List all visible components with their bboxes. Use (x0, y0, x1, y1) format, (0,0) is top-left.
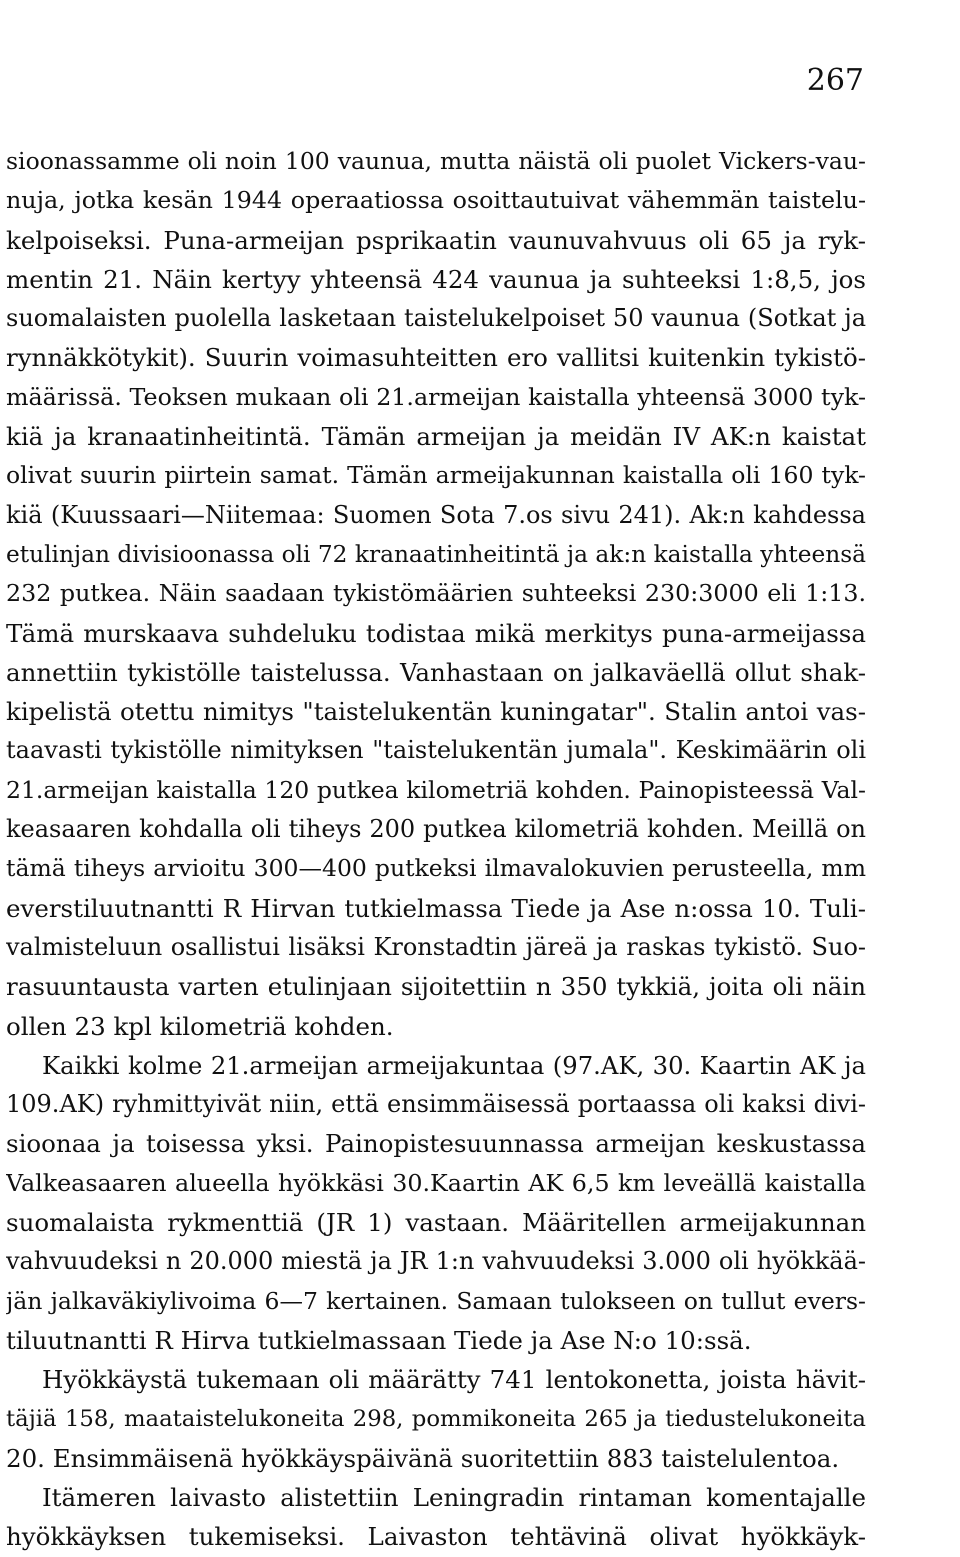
text-line: etulinjan divisioonassa oli 72 kranaatinheitintä ja ak:n kaistalla yhteensä (6, 540, 866, 568)
text-line: vahvuudeksi n 20.000 miestä ja JR 1:n vahvuudeksi 3.000 oli hyökkää- (6, 1247, 866, 1276)
text-line: 20. Ensimmäisenä hyökkäyspäivänä suoritettiin 883 taistelulentoa. (6, 1443, 840, 1473)
text-line: rasuuntausta varten etulinjaan sijoitettiin n 350 tykkiä, joita oli näin (6, 972, 866, 1002)
text-line: hyökkäyksen tukemiseksi. Laivaston tehtävinä olivat hyökkäyk- (6, 1522, 866, 1552)
text-line: Itämeren laivasto alistettiin Leningradin rintaman komentajalle (42, 1483, 866, 1513)
text-line: jän jalkaväkiylivoima 6—7 kertainen. Samaan tulokseen on tullut evers- (6, 1286, 866, 1315)
text-line: täjiä 158, maataistelukoneita 298, pommikoneita 265 ja tiedustelukoneita (6, 1405, 866, 1432)
text-line: ollen 23 kpl kilometriä kohden. (6, 1011, 394, 1041)
text-line: suomalaista rykmenttiä (JR 1) vastaan. Määritellen armeijakunnan (6, 1208, 866, 1238)
text-line: tiluutnantti R Hirva tutkielmassaan Tiede ja Ase N:o 10:ssä. (6, 1325, 752, 1355)
text-line: rynnäkkötykit). Suurin voimasuhteitten ero vallitsi kuitenkin tykistö- (6, 343, 866, 373)
text-line: valmisteluun osallistui lisäksi Kronstadtin järeä ja raskas tykistö. Suo- (6, 932, 866, 961)
text-line: kipelistä otettu nimitys "taistelukentän kuningatar". Stalin antoi vas- (6, 697, 866, 727)
text-line: Tämä murskaava suhdeluku todistaa mikä merkitys puna-armeijassa (6, 618, 866, 648)
text-line: suomalaisten puolella lasketaan taistelukelpoiset 50 vaunua (Sotkat ja (6, 304, 866, 333)
text-line: sioonassamme oli noin 100 vaunua, mutta näistä oli puolet Vickers-vau- (6, 147, 866, 175)
text-line: everstiluutnantti R Hirvan tutkielmassa Tiede ja Ase n:ossa 10. Tuli- (6, 893, 866, 923)
text-line: nuja, jotka kesän 1944 operaatiossa osoittautuivat vähemmän taistelu- (6, 186, 866, 215)
text-line: mentin 21. Näin kertyy yhteensä 424 vaunua ja suhteeksi 1:8,5, jos (6, 264, 866, 294)
text-line: Kaikki kolme 21.armeijan armeijakuntaa (97.AK, 30. Kaartin AK ja (42, 1050, 866, 1080)
text-line: kiä ja kranaatinheitintä. Tämän armeijan ja meidän IV AK:n kaistat (6, 422, 866, 452)
text-line: tämä tiheys arvioitu 300—400 putkeksi ilmavalokuvien perusteella, mm (6, 854, 866, 883)
text-line: Hyökkäystä tukemaan oli määrätty 741 lentokonetta, joista hävit- (42, 1365, 866, 1395)
text-line: 109.AK) ryhmittyivät niin, että ensimmäisessä portaassa oli kaksi divi- (6, 1090, 866, 1119)
text-line: sioonaa ja toisessa yksi. Painopistesuunnassa armeijan keskustassa (6, 1129, 866, 1159)
text-line: taavasti tykistölle nimityksen "taistelukentän jumala". Keskimäärin oli (6, 736, 866, 765)
page-number: 267 (806, 63, 864, 98)
body-text (6, 142, 866, 1557)
text-line: kiä (Kuussaari—Niitemaa: Suomen Sota 7.os sivu 241). Ak:n kahdessa (6, 500, 866, 529)
text-line: 232 putkea. Näin saadaan tykistömäärien suhteeksi 230:3000 eli 1:13. (6, 579, 866, 608)
text-line: olivat suurin piirtein samat. Tämän armeijakunnan kaistalla oli 160 tyk- (6, 461, 866, 490)
text-line: annettiin tykistölle taistelussa. Vanhastaan on jalkaväellä ollut shak- (6, 657, 866, 687)
text-line: määrissä. Teoksen mukaan oli 21.armeijan kaistalla yhteensä 3000 tyk- (6, 382, 866, 411)
text-line: Valkeasaaren alueella hyökkäsi 30.Kaartin AK 6,5 km leveällä kaistalla (6, 1168, 866, 1197)
text-line: keasaaren kohdalla oli tiheys 200 putkea kilometriä kohden. Meillä on (6, 815, 866, 844)
text-line: 21.armeijan kaistalla 120 putkea kilometriä kohden. Painopisteessä Val- (6, 775, 866, 804)
text-line: kelpoiseksi. Puna-armeijan psprikaatin vaunuvahvuus oli 65 ja ryk- (6, 225, 866, 255)
